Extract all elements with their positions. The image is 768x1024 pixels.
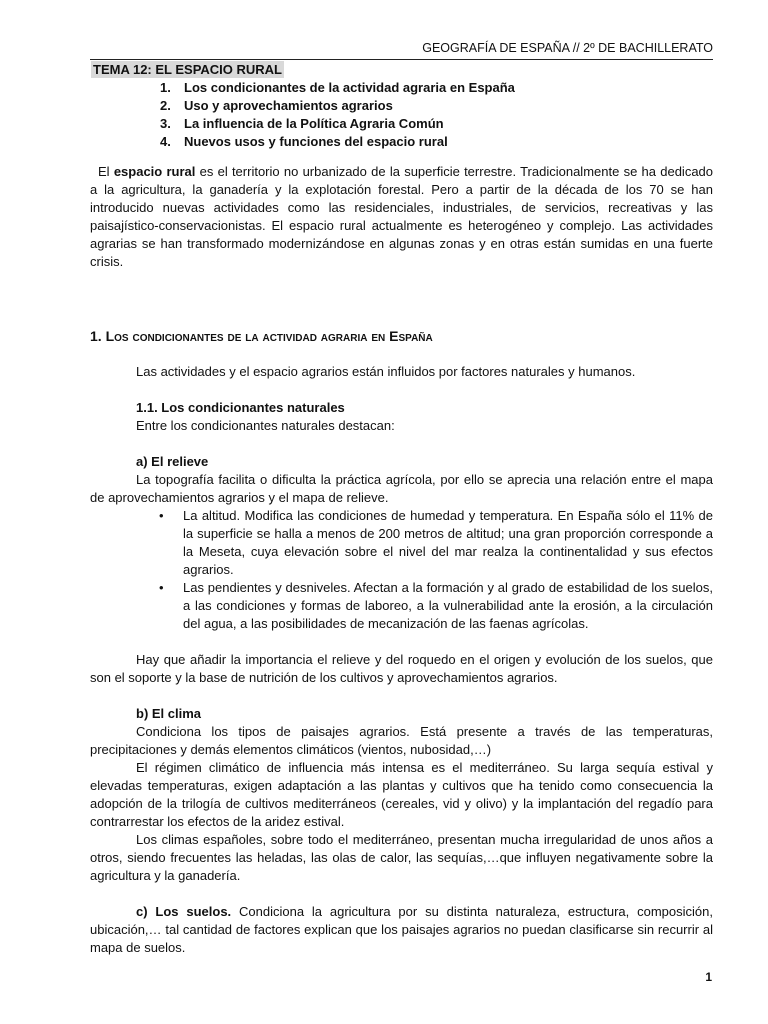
outline-label: La influencia de la Política Agraria Común bbox=[184, 116, 444, 131]
outline-number: 2. bbox=[160, 98, 171, 113]
bullet-item bbox=[90, 579, 713, 633]
outline-item bbox=[90, 97, 713, 115]
tema-title: TEMA 12: EL ESPACIO RURAL bbox=[93, 62, 283, 77]
clima-paragraph-2: El régimen climático de influencia más intensa es el mediterráneo. Su larga sequía estival y elevadas temperaturas, exigen adaptación a las plantas y cultivos que ha tenido como consecuencia la adopción de la trilogía de cultivos mediterráneos (cereales, vid y olivo) y la implantación del regadío para contrarrestar los efectos de la aridez estival. bbox=[90, 760, 713, 829]
relieve-bullets bbox=[90, 507, 713, 633]
suelos-text: Condiciona la agricultura por su distinta naturaleza, estructura, composición, ubicación,… tal cantidad de factores explican que los paisajes agrarios no puedan clasificarse sin recurrir al mapa de suelos. bbox=[90, 904, 713, 955]
running-header: GEOGRAFÍA DE ESPAÑA // 2º DE BACHILLERATO bbox=[90, 40, 713, 60]
bullet-item bbox=[90, 507, 713, 579]
outline-number: 3. bbox=[160, 116, 171, 131]
intro-paragraph bbox=[90, 163, 713, 271]
tema-block bbox=[90, 61, 713, 151]
outline-label: Uso y aprovechamientos agrarios bbox=[184, 98, 393, 113]
relieve-paragraph: La topografía facilita o dificulta la práctica agrícola, por ello se aprecia una relación entre el mapa de aprovechamientos agrarios y el mapa de relieve. bbox=[90, 472, 713, 505]
clima-paragraph-3: Los climas españoles, sobre todo el mediterráneo, presentan mucha irregularidad de unos años a otros, siendo frecuentes las heladas, las olas de calor, las sequías,…que influyen negativamente sobre la agricultura y la ganadería. bbox=[90, 832, 713, 883]
outline-number: 1. bbox=[160, 80, 171, 95]
subsection-lead: Entre los condicionantes naturales destacan: bbox=[136, 418, 395, 433]
suelos-heading: c) Los suelos. bbox=[136, 904, 232, 919]
intro-bold-term: espacio rural bbox=[113, 164, 196, 179]
suelos-paragraph bbox=[90, 903, 713, 957]
bullet-marker: • bbox=[159, 580, 164, 595]
bullet-text: Las pendientes y desniveles. Afectan a la formación y al grado de estabilidad de los suelos, a las condiciones y formas de laboreo, a la vulnerabilidad ante la erosión, a la circulación del agua, a las posibilidades de mecanización de las faenas agrícolas. bbox=[183, 580, 713, 631]
bullet-marker: • bbox=[159, 508, 164, 523]
relieve-heading: a) El relieve bbox=[136, 454, 209, 469]
outline-label: Nuevos usos y funciones del espacio rural bbox=[184, 134, 448, 149]
page-number: 1 bbox=[705, 970, 712, 984]
outline-label: Los condicionantes de la actividad agraria en España bbox=[184, 80, 515, 95]
document-body bbox=[90, 61, 713, 957]
outline-item bbox=[90, 115, 713, 133]
outline-item bbox=[90, 79, 713, 97]
intro-text: es el territorio no urbanizado de la superficie terrestre. Tradicionalmente se ha dedicado a la agricultura, la ganadería y la explotación forestal. Pero a partir de la década de los 70 se han introducido nuevas actividades como las residenciales, industriales, de servicios, recreativas y las paisajístico-conservacionistas. El espacio rural actualmente es heterogéneo y complejo. Las actividades agrarias se han transformado modernizándose en algunas zonas y en otras están sumidas en una fuerte crisis. bbox=[90, 164, 714, 269]
bullet-text: La altitud. Modifica las condiciones de humedad y temperatura. En España sólo el 11% de la superficie se halla a menos de 200 metros de altitud; una gran proporción corresponde a la Meseta, cuya elevación sobre el nivel del mar realza la continentalidad y sus efectos agrarios. bbox=[183, 508, 713, 577]
clima-paragraph-1: Condiciona los tipos de paisajes agrarios. Está presente a través de las temperaturas, precipitaciones y demás elementos climáticos (vientos, nubosidad,…) bbox=[90, 724, 713, 757]
clima-heading: b) El clima bbox=[136, 706, 202, 721]
section-number: 1. bbox=[90, 328, 106, 344]
outline-item bbox=[90, 133, 713, 151]
section-lead: Las actividades y el espacio agrarios están influidos por factores naturales y humanos. bbox=[136, 364, 636, 379]
outline-number: 4. bbox=[160, 134, 171, 149]
subsection-heading: 1.1. Los condicionantes naturales bbox=[136, 400, 345, 415]
section-title: Los condicionantes de la actividad agraria en España bbox=[105, 328, 433, 344]
relieve-after-paragraph: Hay que añadir la importancia el relieve y del roquedo en el origen y evolución de los suelos, que son el soporte y la base de nutrición de los cultivos y aprovechamientos agrarios. bbox=[90, 652, 713, 685]
tema-outline bbox=[90, 79, 713, 151]
section-heading bbox=[90, 327, 713, 345]
intro-pre: El bbox=[98, 164, 114, 179]
